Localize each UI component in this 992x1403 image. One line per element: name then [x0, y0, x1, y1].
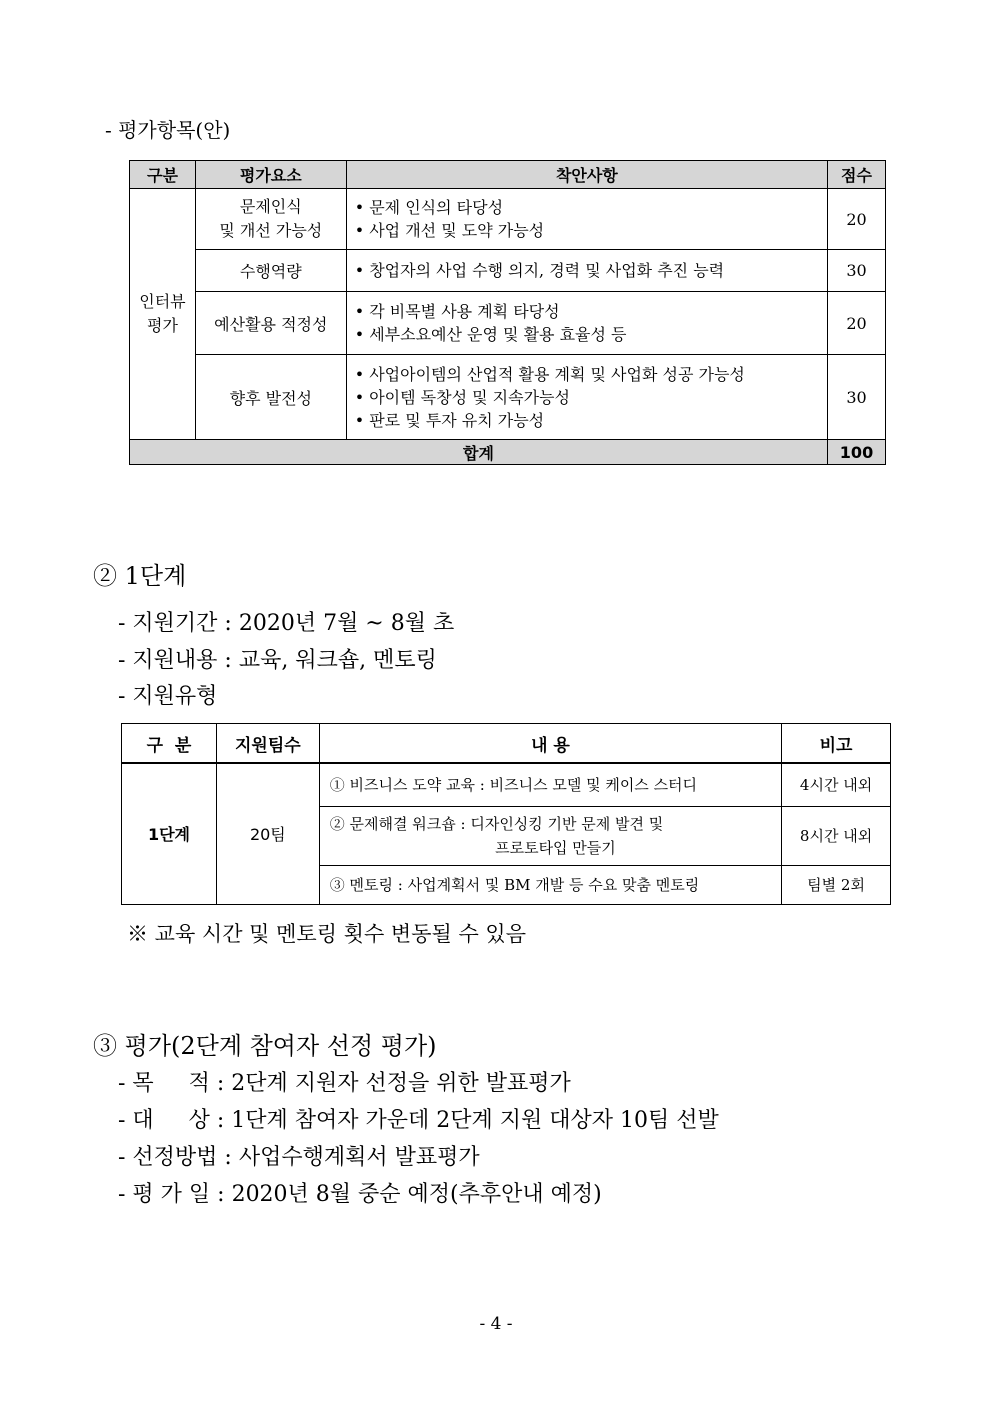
element-cell: 문제인식 및 개선 가능성: [195, 189, 346, 250]
header-score: 점수: [828, 161, 886, 189]
list-item: • 사업아이템의 산업적 활용 계획 및 사업화 성공 가능성: [354, 364, 745, 384]
points-cell: [346, 189, 827, 250]
eval-items-heading: - 평가항목(안): [105, 118, 231, 142]
list-item: • 아이템 독창성 및 지속가능성: [354, 387, 570, 407]
header-category: 구분: [130, 161, 196, 189]
header-element: 평가요소: [195, 161, 346, 189]
score-cell: 30: [828, 250, 886, 292]
total-row: [130, 440, 886, 465]
content-cell: [319, 806, 781, 865]
support-type-table: [121, 723, 891, 905]
table-row: [122, 763, 891, 806]
list-item: • 세부소요예산 운영 및 활용 효율성 등: [354, 325, 627, 344]
total-label: 합계: [130, 440, 828, 465]
header-teams: 지원팀수: [216, 724, 319, 764]
table-row: [130, 355, 886, 440]
category-cell: 인터뷰 평가: [130, 189, 196, 440]
header-content: 내 용: [319, 724, 781, 764]
evaluation-purpose: - 목 적 : 2단계 지원자 선정을 위한 발표평가: [118, 1071, 571, 1096]
element-cell: 예산활용 적정성: [195, 292, 346, 355]
list-item: • 각 비목별 사용 계획 타당성: [354, 302, 560, 321]
score-cell: 30: [828, 355, 886, 440]
stage1-type: - 지원유형: [118, 684, 218, 709]
header-category: 구 분: [122, 724, 217, 764]
stage1-content: - 지원내용 : 교육, 워크숍, 멘토링: [118, 648, 437, 673]
evaluation-method: - 선정방법 : 사업수행계획서 발표평가: [118, 1145, 480, 1170]
stage1-heading: ② 1단계: [93, 562, 187, 590]
list-item: • 사업 개선 및 도약 가능성: [354, 221, 545, 240]
points-cell: [346, 355, 827, 440]
note-cell: 4시간 내외: [782, 763, 891, 806]
list-item: • 문제 인식의 타당성: [354, 198, 504, 217]
element-cell: 향후 발전성: [195, 355, 346, 440]
evaluation-target: - 대 상 : 1단계 참여자 가운데 2단계 지원 대상자 10팀 선발: [118, 1108, 719, 1133]
table-row: [130, 250, 886, 292]
table-row: [130, 292, 886, 355]
content-line: 프로토타입 만들기: [495, 838, 616, 857]
table-header-row: [130, 161, 886, 189]
page-number: - 4 -: [479, 1314, 513, 1334]
evaluation-items-table: [129, 160, 886, 465]
content-cell: ③ 멘토링 : 사업계획서 및 BM 개발 등 수요 맞춤 멘토링: [319, 865, 781, 904]
element-cell: 수행역량: [195, 250, 346, 292]
total-score: 100: [828, 440, 886, 465]
list-item: • 창업자의 사업 수행 의지, 경력 및 사업화 추진 능력: [354, 261, 725, 280]
stage1-period: - 지원기간 : 2020년 7월 ~ 8월 초: [118, 611, 455, 636]
header-note: 비고: [782, 724, 891, 764]
stage-cell: 1단계: [122, 763, 217, 904]
evaluation-date: - 평 가 일 : 2020년 8월 중순 예정(추후안내 예정): [118, 1182, 602, 1207]
score-cell: 20: [828, 292, 886, 355]
table-header-row: [122, 724, 891, 764]
points-cell: [346, 292, 827, 355]
table-row: [130, 189, 886, 250]
points-cell: [346, 250, 827, 292]
content-line: ② 문제해결 워크숍 : 디자인싱킹 기반 문제 발견 및: [329, 814, 664, 833]
note-cell: 팀별 2회: [782, 865, 891, 904]
list-item: • 판로 및 투자 유치 가능성: [354, 410, 545, 430]
content-cell: ① 비즈니스 도약 교육 : 비즈니스 모델 및 케이스 스터디: [319, 763, 781, 806]
score-cell: 20: [828, 189, 886, 250]
evaluation-heading: ③ 평가(2단계 참여자 선정 평가): [93, 1032, 437, 1060]
header-points: 착안사항: [346, 161, 827, 189]
note-cell: 8시간 내외: [782, 806, 891, 865]
stage1-note: ※ 교육 시간 및 멘토링 횟수 변동될 수 있음: [127, 922, 526, 946]
teams-cell: 20팀: [216, 763, 319, 904]
